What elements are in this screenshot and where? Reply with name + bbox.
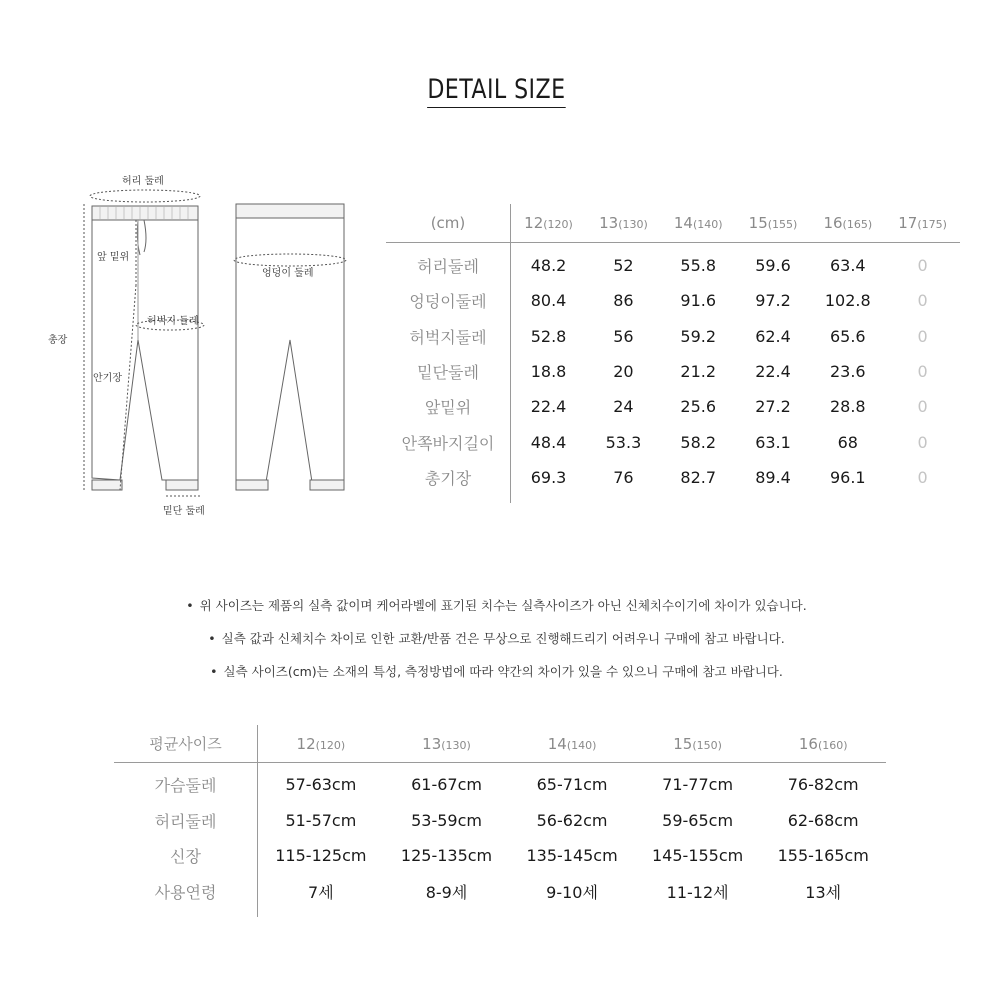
avg-col-header: 12(120) (258, 725, 384, 763)
table-cell: 22.4 (755, 362, 791, 382)
note-item: • 실측 값과 신체치수 차이로 인한 교환/반품 건은 무상으로 진행해드리기 어려우니 구매에 참고 바랍니다. (208, 631, 785, 646)
row-label: 가슴둘레 (114, 763, 258, 803)
table-cell: 65-71cm (536, 775, 608, 795)
avg-header-row (114, 725, 886, 763)
table-cell: 97.2 (755, 291, 791, 311)
row-label: 사용연령 (114, 874, 258, 918)
table-row (386, 283, 960, 318)
table-cell: 102.8 (824, 291, 871, 311)
table-cell: 91.6 (680, 291, 717, 311)
avg-col-header: 14(140) (509, 725, 635, 763)
row-label: 허벅지둘레 (386, 319, 511, 354)
detail-header-row (386, 204, 960, 243)
drawstring (137, 220, 146, 255)
table-cell: 82.7 (680, 467, 717, 487)
table-cell: 71-77cm (662, 775, 734, 795)
table-cell: 0 (917, 326, 928, 346)
table-cell: 0 (917, 432, 928, 452)
table-cell: 69.3 (530, 467, 567, 487)
average-size-table (114, 725, 886, 917)
table-cell: 0 (917, 256, 928, 276)
table-cell: 59.2 (680, 326, 717, 346)
back-right-cuff (310, 480, 344, 490)
table-row (386, 424, 960, 459)
table-cell: 9-10세 (546, 882, 598, 902)
table-cell: 48.2 (530, 256, 567, 276)
table-cell: 61-67cm (411, 775, 482, 795)
table-cell: 7세 (308, 882, 334, 902)
table-cell: 56 (613, 326, 634, 346)
row-label: 앞밑위 (386, 389, 511, 424)
row-label: 엉덩이둘레 (386, 283, 511, 318)
table-cell: 20 (613, 362, 634, 382)
table-cell: 76 (613, 467, 634, 487)
table-cell: 58.2 (680, 432, 717, 452)
front-left-cuff (92, 480, 122, 490)
table-row (114, 763, 886, 803)
table-cell: 28.8 (829, 397, 866, 417)
label-hip: 엉덩이 둘레 (262, 268, 314, 279)
detail-col-header: 15(155) (736, 204, 811, 243)
table-row (386, 354, 960, 389)
label-thigh: 허벅지 둘레 (147, 316, 199, 327)
table-cell: 135-145cm (526, 846, 618, 866)
row-label: 신장 (114, 838, 258, 874)
table-cell: 86 (613, 291, 634, 311)
table-cell: 53-59cm (411, 810, 482, 830)
table-cell: 25.6 (680, 397, 717, 417)
table-cell: 52 (613, 256, 634, 276)
table-cell: 11-12세 (666, 882, 729, 902)
table-row (386, 389, 960, 424)
table-cell: 24 (613, 397, 634, 417)
table-row (114, 874, 886, 918)
table-cell: 18.8 (530, 362, 567, 382)
detail-size-table (386, 204, 960, 503)
row-label: 허리둘레 (114, 803, 258, 839)
table-cell: 65.6 (829, 326, 866, 346)
table-cell: 68 (837, 432, 858, 452)
label-inseam: 안기장 (93, 373, 122, 384)
waist-measure-line (90, 190, 200, 202)
avg-header-label: 평균사이즈 (114, 725, 258, 763)
avg-col-header: 15(150) (635, 725, 761, 763)
note-item: • 위 사이즈는 제품의 실측 값이며 케어라벨에 표기된 치수는 실측사이즈가 아닌 신체치수이기에 차이가 있습니다. (186, 598, 807, 613)
table-cell: 51-57cm (285, 810, 357, 830)
row-label: 총기장 (386, 460, 511, 503)
table-row (114, 838, 886, 874)
detail-col-header: 17(175) (885, 204, 960, 243)
table-cell: 59.6 (755, 256, 791, 276)
table-cell: 63.1 (755, 432, 791, 452)
row-label: 허리둘레 (386, 243, 511, 284)
page-title: DETAIL SIZE (89, 74, 903, 105)
label-front-rise: 앞 밑위 (97, 252, 130, 263)
table-cell: 22.4 (530, 397, 567, 417)
table-cell: 0 (917, 362, 928, 382)
avg-col-header: 16(160) (760, 725, 886, 763)
label-waist: 허리 둘레 (122, 176, 164, 187)
front-right-cuff (166, 480, 198, 490)
table-cell: 0 (917, 291, 928, 311)
detail-col-header: 12(120) (511, 204, 587, 243)
table-cell: 8-9세 (425, 882, 468, 902)
table-cell: 145-155cm (652, 846, 744, 866)
table-cell: 55.8 (680, 256, 717, 276)
back-left-cuff (236, 480, 268, 490)
table-cell: 56-62cm (536, 810, 608, 830)
table-cell: 62.4 (755, 326, 791, 346)
row-label: 안쪽바지길이 (386, 424, 511, 459)
pants-measurement-diagram (40, 160, 360, 520)
table-row (386, 319, 960, 354)
table-cell: 57-63cm (285, 775, 357, 795)
table-cell: 59-65cm (662, 810, 734, 830)
label-total-length: 총장 (48, 335, 68, 346)
table-cell: 48.4 (530, 432, 567, 452)
detail-col-header: 16(165) (810, 204, 885, 243)
back-waistband (236, 204, 344, 218)
table-row (386, 460, 960, 503)
bullet-icon: • (208, 631, 216, 646)
table-cell: 80.4 (530, 291, 567, 311)
table-cell: 21.2 (680, 362, 717, 382)
table-row (386, 243, 960, 284)
table-cell: 115-125cm (275, 846, 367, 866)
bullet-icon: • (186, 598, 194, 613)
table-cell: 52.8 (530, 326, 567, 346)
avg-col-header: 13(130) (384, 725, 510, 763)
table-row (114, 803, 886, 839)
detail-col-header: 14(140) (661, 204, 736, 243)
table-cell: 63.4 (829, 256, 866, 276)
back-pants-outline (236, 208, 344, 482)
unit-label: (cm) (386, 204, 511, 243)
table-cell: 76-82cm (787, 775, 859, 795)
table-cell: 62-68cm (787, 810, 859, 830)
row-label: 밑단둘레 (386, 354, 511, 389)
table-cell: 27.2 (755, 397, 791, 417)
table-cell: 53.3 (605, 432, 642, 452)
table-cell: 96.1 (829, 467, 866, 487)
table-cell: 0 (917, 397, 928, 417)
table-cell: 13세 (805, 882, 842, 902)
label-hem: 밑단 둘레 (163, 506, 205, 517)
table-cell: 155-165cm (777, 846, 869, 866)
note-item: • 실측 사이즈(cm)는 소재의 특성, 측정방법에 따라 약간의 차이가 있을 수 있으니 구매에 참고 바랍니다. (210, 664, 783, 679)
detail-col-header: 13(130) (586, 204, 661, 243)
size-notes (0, 596, 993, 695)
table-cell: 125-135cm (400, 846, 493, 866)
table-cell: 23.6 (829, 362, 866, 382)
table-cell: 0 (917, 467, 928, 487)
table-cell: 89.4 (755, 467, 791, 487)
bullet-icon: • (210, 664, 218, 679)
